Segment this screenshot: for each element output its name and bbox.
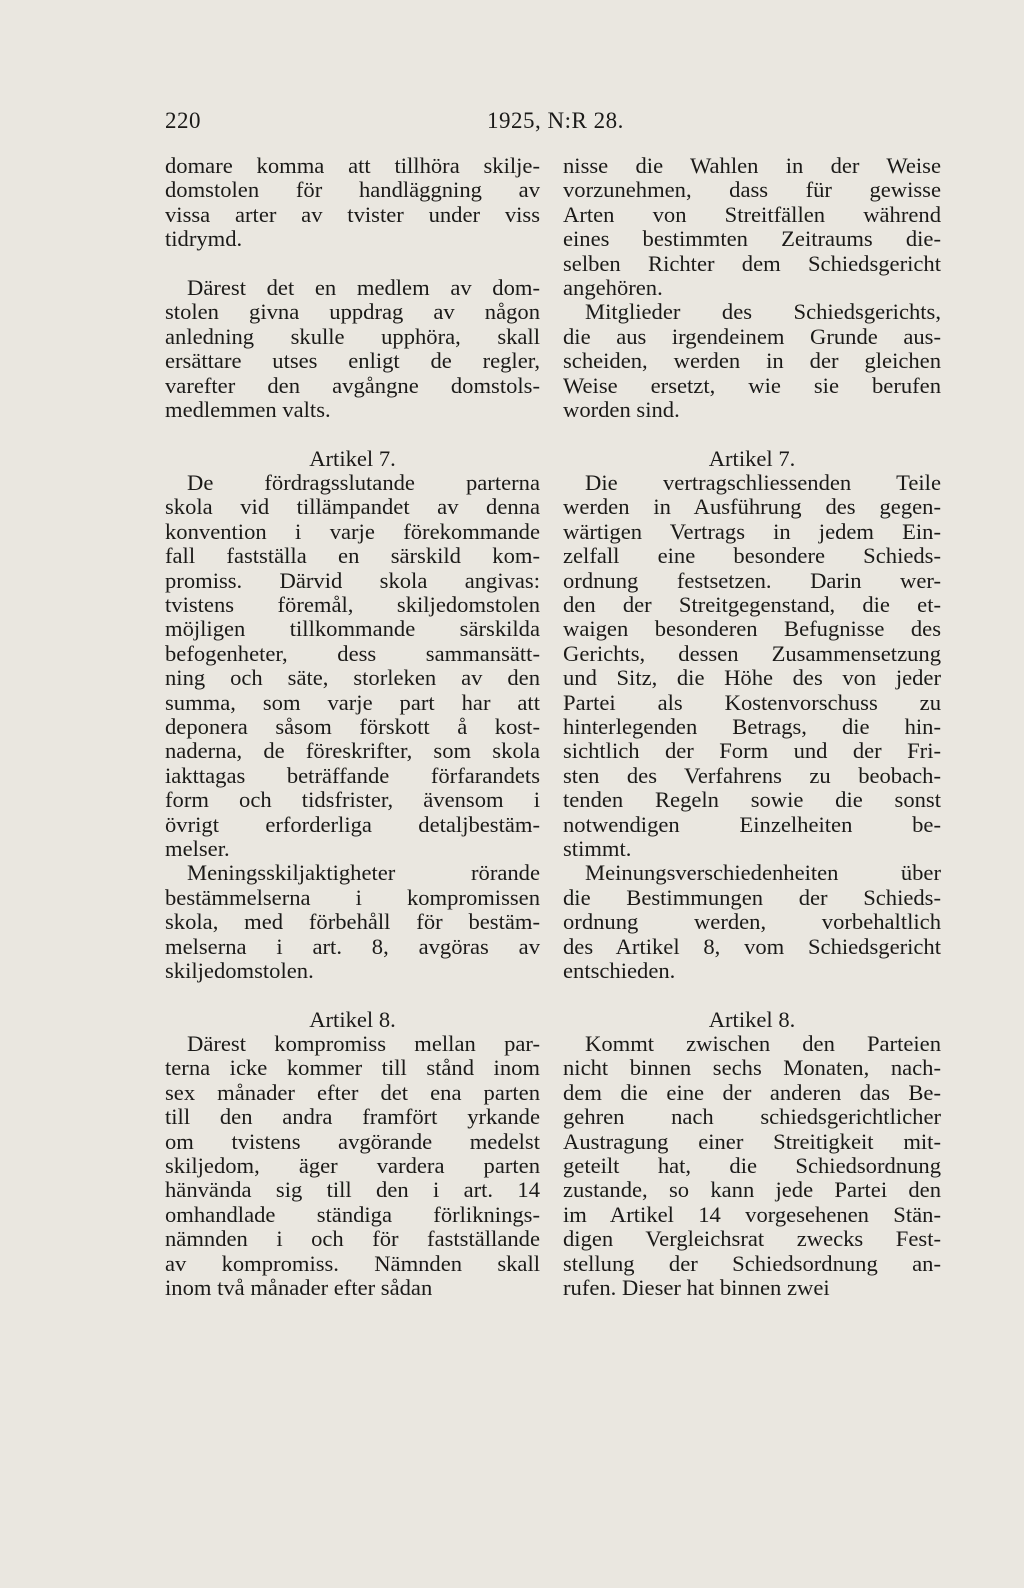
text-line: iakttagas beträffande förfarandets [165,762,540,788]
text-line: stimmt. [563,835,632,861]
text-line: zelfall eine besondere Schieds- [563,543,941,569]
article-heading: Artikel 7. [708,445,796,471]
article-heading: Artikel 7. [309,445,396,471]
text-line: ordnung festsetzen. Darin wer- [563,567,941,593]
text-line: anledning skulle upphöra, skall [165,323,540,349]
text-line: av kompromiss. Nämnden skall [165,1250,540,1276]
text-line: im Artikel 14 vorgesehenen Stän- [563,1201,941,1227]
text-line: Därest det en medlem av dom- [187,274,540,300]
text-line: De fördragsslutande parterna [187,470,540,496]
text-line: rufen. Dieser hat binnen zwei [563,1274,830,1300]
text-line: digen Vergleichsrat zwecks Fest- [563,1226,941,1252]
text-line: konvention i varje förekommande [165,518,540,544]
text-line: Partei als Kostenvorschuss zu [563,689,941,715]
running-title: 1925, N:R 28. [487,108,624,133]
text-line: medlemmen valts. [165,396,331,422]
text-line: den der Streitgegenstand, die et- [563,592,941,618]
text-line: melserna i art. 8, avgöras av [165,933,540,959]
text-line: stellung der Schiedsordnung an- [563,1250,941,1276]
text-line: tidrymd. [165,226,243,252]
text-line: notwendigen Einzelheiten be- [563,811,941,837]
text-line: melser. [165,835,230,861]
text-line: nisse die Wahlen in der Weise [563,153,941,178]
text-line: om tvistens avgörande medelst [165,1128,540,1154]
text-line: Meningsskiljaktigheter rörande [187,860,540,886]
text-line: summa, som varje part har att [165,689,540,715]
text-line: eines bestimmten Zeitraums die- [563,226,941,252]
paragraph-gap [165,422,540,446]
text-line: inom två månader efter sådan [165,1274,433,1300]
text-line: gehren nach schiedsgerichtlicher [563,1104,941,1130]
paragraph-gap [563,422,941,446]
text-line: tenden Regeln sowie die sonst [563,787,941,813]
text-line: skola vid tillämpandet av denna [165,494,540,520]
text-line: Mitglieder des Schiedsgerichts, [585,299,941,325]
text-line: angehören. [563,274,663,300]
text-line: stolen givna uppdrag av någon [165,299,540,325]
text-line: omhandlade ständiga förliknings- [165,1201,540,1227]
text-line: wärtigen Vertrags in jedem Ein- [563,518,941,544]
text-line: dem die eine der anderen das Be- [563,1079,941,1105]
text-line: die Bestimmungen der Schieds- [563,884,941,910]
text-line: scheiden, werden in der gleichen [563,348,941,374]
text-line: naderna, de föreskrifter, som skola [165,738,540,764]
text-line: sten des Verfahrens zu beobach- [563,762,941,788]
text-line: Die vertragschliessenden Teile [585,470,941,496]
text-line: terna icke kommer till stånd inom [165,1055,540,1081]
text-line: hänvända sig till den i art. 14 [165,1177,540,1203]
text-line: ning och säte, storleken av den [165,665,540,691]
paragraph-gap [165,983,540,1007]
text-line: domare komma att tillhöra skilje- [165,153,540,178]
text-line: und Sitz, die Höhe des von jeder [563,665,941,691]
text-line: die aus irgendeinem Grunde aus- [563,323,941,349]
text-line: promiss. Därvid skola angivas: [165,567,540,593]
text-line: Arten von Streitfällen während [563,201,941,227]
text-line: skiljedom, äger vardera parten [165,1153,540,1179]
text-line: zustande, so kann jede Partei den [563,1177,941,1203]
text-line: Gerichts, dessen Zusammensetzung [563,640,941,666]
page-number: 220 [165,108,201,133]
text-line: ordnung werden, vorbehaltlich [563,909,941,935]
german-column [563,154,941,1300]
text-line: övrigt erforderliga detaljbestäm- [165,811,540,837]
text-line: varefter den avgångne domstols- [165,372,540,398]
text-line: Därest kompromiss mellan par- [187,1031,540,1057]
text-line: skiljedomstolen. [165,957,314,983]
text-line: selben Richter dem Schiedsgericht [563,250,941,276]
text-line: waigen besonderen Befugnisse des [563,616,941,642]
swedish-column [165,154,540,1300]
text-line: ersättare utses enligt de regler, [165,348,540,374]
text-line: hinterlegenden Betrags, die hin- [563,713,941,739]
text-line: möjligen tillkommande särskilda [165,616,540,642]
text-line: Austragung einer Streitigkeit mit- [563,1128,941,1154]
text-line: Weise ersetzt, wie sie berufen [563,372,941,398]
paragraph-gap [563,983,941,1007]
text-line: deponera såsom förskott å kost- [165,713,540,739]
article-heading: Artikel 8. [708,1006,796,1032]
page-header [165,108,937,142]
text-line: sichtlich der Form und der Fri- [563,738,941,764]
text-line: form och tidsfrister, ävensom i [165,787,540,813]
paragraph-gap [165,252,540,276]
text-line: Kommt zwischen den Parteien [585,1031,941,1057]
text-line: des Artikel 8, vom Schiedsgericht [563,933,941,959]
text-line: domstolen för handläggning av [165,177,540,203]
text-line: werden in Ausführung des gegen- [563,494,941,520]
text-line: befogenheter, dess sammansätt- [165,640,540,666]
text-line: worden sind. [563,396,680,422]
text-line: fall fastställa en särskild kom- [165,543,540,569]
text-line: nicht binnen sechs Monaten, nach- [563,1055,941,1081]
text-line: nämnden i och för fastställande [165,1226,540,1252]
article-heading: Artikel 8. [309,1006,396,1032]
text-line: till den andra framfört yrkande [165,1104,540,1130]
text-line: sex månader efter det ena parten [165,1079,540,1105]
text-line: Meinungsverschiedenheiten über [585,860,941,886]
text-line: entschieden. [563,957,676,983]
text-line: skola, med förbehåll för bestäm- [165,909,540,935]
text-line: bestämmelserna i kompromissen [165,884,540,910]
text-line: tvistens föremål, skiljedomstolen [165,592,540,618]
text-line: geteilt hat, die Schiedsordnung [563,1153,941,1179]
text-line: vissa arter av tvister under viss [165,201,540,227]
text-line: vorzunehmen, dass für gewisse [563,177,941,203]
